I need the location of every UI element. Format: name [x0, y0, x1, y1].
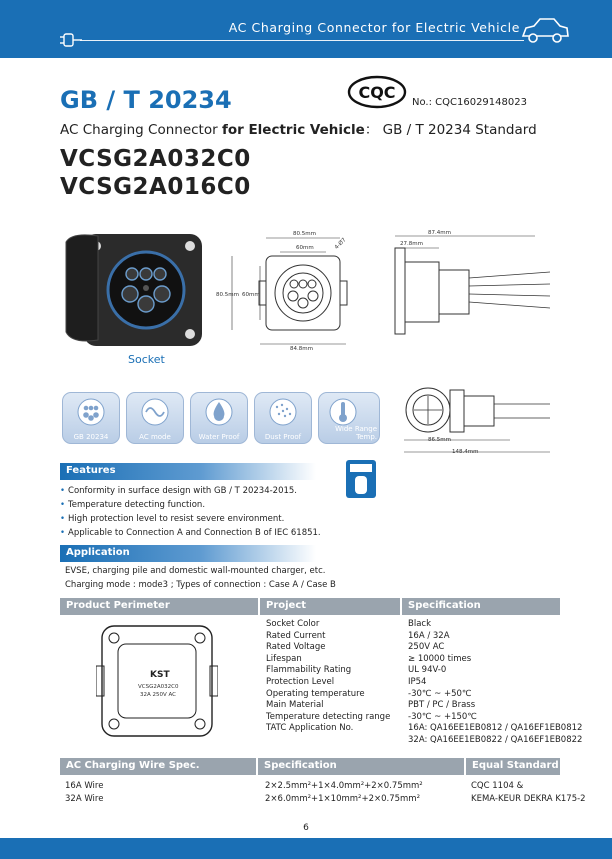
standard-title: GB / T 20234 [60, 86, 232, 114]
wire-spec: 2×2.5mm²+1×4.0mm²+2×0.75mm² [265, 781, 423, 791]
model-number: VCSG2A032C0 [60, 146, 251, 172]
spec-project: TATC Application No. [266, 723, 354, 734]
project-header [260, 598, 400, 615]
project-header-label: Project [266, 600, 307, 611]
dim-label: 84.8mm [290, 346, 313, 352]
perimeter-header-label: Product Perimeter [66, 600, 170, 611]
spec-project: Rated Voltage [266, 642, 326, 653]
dust-proof-icon [254, 392, 312, 444]
feature-item: • Applicable to Connection A and Connection B of IEC 61851. [60, 528, 321, 538]
wire-spec-header [60, 758, 256, 775]
wire-name: 16A Wire [65, 781, 104, 791]
feature-text: High protection level to resist severe environment. [68, 514, 285, 524]
application-line: Charging mode : mode3 ; Types of connection : Case A / Case B [65, 580, 336, 590]
icon-label: Wide Range Temp. [335, 425, 377, 441]
spec-value: 32A: QA16EE1EB0822 / QA16EF1EB0822 [408, 735, 583, 745]
dim-label: 60mm [296, 245, 314, 251]
icon-label: Water Proof [198, 433, 240, 441]
feature-text: Temperature detecting function. [68, 500, 206, 510]
spec-project: Main Material [266, 700, 324, 711]
subtitle-part1: AC Charging Connector [60, 122, 222, 138]
water-proof-icon [190, 392, 248, 444]
spec-value: 16A / 32A [408, 630, 450, 641]
features-title: Features [66, 465, 116, 476]
specification-header [402, 598, 560, 615]
feature-item: • High protection level to resist severe environment. [60, 514, 285, 524]
spec-value: 250V AC [408, 642, 445, 653]
dim-label: 148.4mm [452, 449, 479, 455]
spec-project: Rated Current [266, 630, 326, 641]
header-title: AC Charging Connector for Electric Vehicle [228, 20, 520, 35]
spec-project: Operating temperature [266, 688, 365, 699]
dim-label: 86.5mm [428, 437, 451, 443]
wire-specification-header [258, 758, 464, 775]
svg-text:CQC: CQC [358, 83, 396, 102]
wire-name: 32A Wire [65, 794, 104, 804]
spec-value: 16A: QA16EE1EB0812 / QA16EF1EB0812 [408, 723, 583, 734]
spec-value: -30℃ ~ +50℃ [408, 688, 472, 699]
socket-symbol-icon [344, 458, 378, 500]
gb-20234-icon [62, 392, 120, 444]
equal-standard-header [466, 758, 560, 775]
spec-value: IP54 [408, 677, 427, 687]
car-icon [520, 16, 570, 46]
spec-value: UL 94V-0 [408, 665, 447, 676]
product-drawing [96, 622, 218, 740]
certificate-number: No.: CQC16029148023 [412, 97, 527, 108]
features-header [60, 463, 316, 480]
spec-value: ≥ 10000 times [408, 653, 472, 664]
dim-label: 60mm [242, 292, 260, 298]
specification-header-label: Specification [408, 600, 481, 611]
feature-text: Applicable to Connection A and Connection B of IEC 61851. [68, 528, 321, 538]
icon-label: Dust Proof [264, 433, 302, 441]
spec-project: Protection Level [266, 677, 335, 687]
equal-standard-header-label: Equal Standard [472, 760, 559, 771]
socket-photo [62, 228, 212, 350]
perimeter-header [60, 598, 258, 615]
spec-project: Flammability Rating [266, 665, 352, 676]
page-subtitle [60, 118, 537, 138]
feature-item: • Conformity in surface design with GB / T 20234-2015. [60, 486, 298, 496]
application-header [60, 545, 316, 562]
socket-label: Socket [128, 353, 165, 366]
subtitle-part2: ： GB / T 20234 Standard [364, 122, 537, 138]
spec-value: Black [408, 619, 431, 629]
plug-icon [60, 32, 82, 48]
ac-mode-icon [126, 392, 184, 444]
wire-specification-header-label: Specification [264, 760, 337, 771]
spec-project: Socket Color [266, 619, 320, 629]
model-number: VCSG2A016C0 [60, 174, 251, 200]
cqc-logo [347, 75, 407, 109]
wire-standard: CQC 1104 & [471, 781, 524, 791]
header-bar [0, 0, 612, 58]
icon-label: GB 20234 [73, 433, 109, 441]
header-rule [80, 40, 524, 41]
wide-range-temp-icon [318, 392, 380, 444]
product-rating: 32A 250V AC [140, 692, 177, 698]
dim-label: 80.5mm [216, 292, 239, 298]
wire-standard: KEMA-KEUR DEKRA K175-2 [471, 794, 586, 804]
wire-spec-header-label: AC Charging Wire Spec. [66, 760, 200, 771]
application-line: EVSE, charging pile and domestic wall-mounted charger, etc. [65, 566, 326, 576]
application-title: Application [66, 547, 130, 558]
spec-project: Temperature detecting range [266, 711, 391, 722]
feature-item: • Temperature detecting function. [60, 500, 206, 510]
spec-value: -30℃ ~ +150℃ [408, 711, 477, 722]
wire-spec: 2×6.0mm²+1×10mm²+2×0.75mm² [265, 794, 420, 804]
product-model: VCSG2A032C0 [138, 684, 179, 690]
icon-label: AC mode [139, 433, 171, 441]
dim-label: 27.8mm [400, 241, 423, 247]
spec-project: Lifespan [266, 653, 302, 664]
dim-label: 4-Ø7 [333, 237, 348, 251]
page-number: 6 [303, 823, 309, 833]
product-brand: KST [150, 670, 170, 680]
dim-label: 80.5mm [293, 231, 316, 237]
footer-bar [0, 838, 612, 859]
feature-text: Conformity in surface design with GB / T 20234-2015. [68, 486, 298, 496]
spec-value: PBT / PC / Brass [408, 700, 476, 711]
dim-label: 87.4mm [428, 230, 451, 236]
subtitle-bold: for Electric Vehicle [221, 122, 365, 138]
